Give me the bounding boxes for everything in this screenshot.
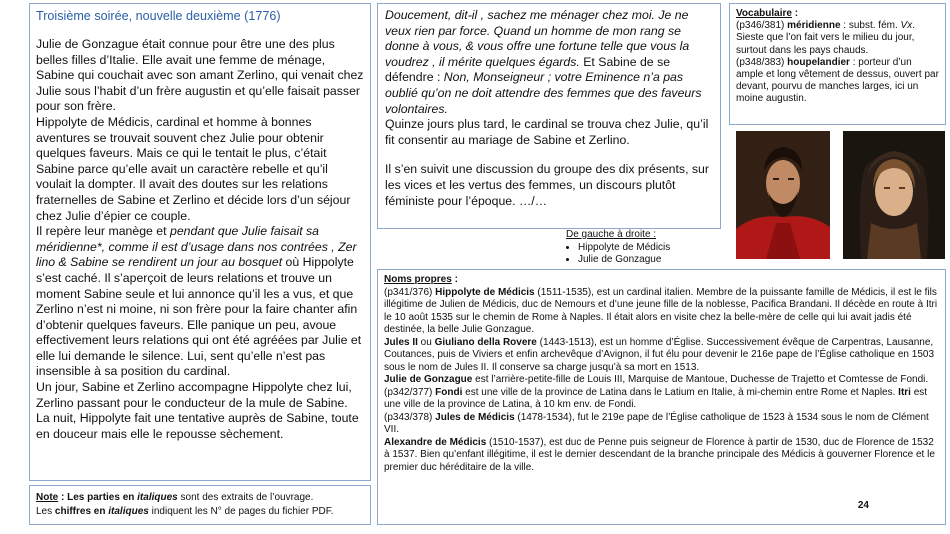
name-entry: Julie de Gonzague est l’arrière-petite-fille de Louis III, Marquise de Mantoue, Duchesse de Trajetto et Comtesse de Fondi.	[384, 374, 929, 385]
note-label: Note	[36, 492, 59, 503]
quote-panel	[377, 3, 721, 229]
page-number: 24	[857, 499, 869, 511]
caption-title: De gauche à droite :	[566, 229, 657, 240]
vocab-entry: (p346/381) méridienne : subst. fém. Vx. Sieste que l’on fait vers le milieu du jour, surtout dans les pays chauds.	[736, 20, 915, 56]
caption-item: • Hippolyte de Médicis	[578, 242, 716, 255]
quote-paragraph-1: Doucement, dit-il , sachez me ménager chez moi. Je ne veux rien par force. Quand un homme de mon rang se donne à vous, & vous offre une fortune telle que vous la voudrez , il mérite quelques égards. Et Sabine de se défendre : Non, Monseigneur ; votre Eminence n’a pas oublié qu’on ne doit attendre des femmes que des faveurs volontaires.	[385, 8, 702, 116]
note-line-1: Note : Les parties en italiques sont des extraits de l’ouvrage.	[36, 492, 314, 503]
story-paragraph-3	[36, 224, 364, 380]
story-paragraph-2: Hippolyte de Médicis, cardinal et homme à bonnes aventures se trouvait souvent chez Julie pour obtenir quelques faveurs. Mais ce qui le tentait le plus, c’était Sabine parce qu’elle avait un caractère rebelle et qu’il voulait la dompter. Il avait des doutes sur les relations fraternelles de Sabine et Zerlino et décide lors d’un séjour chez Julie d’épier ce couple.	[36, 114, 351, 223]
story-paragraph-4: Un jour, Sabine et Zerlino accompagne Hippolyte chez lui, Zerlino passant pour le conducteur de la mule de Sabine. La nuit, Hippolyte fait une tentative auprès de Sabine, toute en douceur mais elle le repousse sèchement.	[36, 380, 359, 441]
vocabulary-title: Vocabulaire	[736, 8, 792, 19]
story-paragraph-1: Julie de Gonzague était connue pour être une des plus belles filles d’Italie. Elle avait une femme de ménage, Sabine qui couchait avec son amant Zerlino, qui venait chez Julie sous l’habit d’un frère augustin et qu’elle faisait passer pour son frère.	[36, 37, 364, 114]
portrait-caption	[566, 229, 716, 267]
vocab-entry: (p348/383) houpelandier : porteur d’un ample et long vêtement de dessus, ouvert par devant, pourvu de manches larges, ici un moine augustin.	[736, 56, 939, 105]
portrait-julie	[843, 131, 945, 259]
story-p3-end: où Hippolyte s’est caché. Il s’aperçoit de leurs relations et trouve un moment Sabine seule et lui annonce qu’il les a vus, et que Zerlino n’est ni moine, ni son frère pour la faire chanter afin d’obtenir quelques faveurs. Elle panique un peu, avoue effectivement leurs relations qui ont été agréées par Julie et elle lui demande le silence. Lui, sent qu’elle n’est pas insensible à sa position du cardinal.	[36, 255, 362, 379]
story-title: Troisième soirée, nouvelle deuxième (1776)	[36, 9, 281, 23]
caption-item: • Julie de Gonzague	[578, 254, 716, 267]
quote-paragraph-2: Quinze jours plus tard, le cardinal se trouva chez Julie, qu’il fit consentir au mariage de Sabine et Zerlino.	[385, 117, 709, 147]
note-panel	[29, 485, 371, 525]
story-p3-quote: pendant que Julie faisait sa méridienne*, comme il est d’usage dans nos contrées , Zer lino & Sabine se rendirent un jour au bosquet	[36, 224, 357, 270]
name-entry: (p343/378) Jules de Médicis (1478-1534), fut le 219e pape de l’Église catholique de 1523 à 1534 sous le nom de Clément VII.	[384, 411, 929, 435]
story-panel	[29, 3, 371, 481]
name-entry: (p341/376) Hippolyte de Médicis (1511-1535), est un cardinal italien. Membre de la puissante famille de Médicis, il est le fils illégitime de Julien de Médicis, duc de Nemours et d’une jeune fille de la noblesse, Pacifica Brandani. Il décède en route à Itri le 10 août 1535 sur le chemin de Rome à Naples. Il était alors en visite chez la belle-mère de celle qui lui avait jadis été destinée, la belle Julie Gonzague.	[384, 286, 938, 335]
name-entry: Alexandre de Médicis (1510-1537), est duc de Penne puis seigneur de Florence à partir de 1530, duc de Florence de 1532 à 1537. Bien qu’enfant illégitime, il est le dernier descendant de la branche principale des Médicis à gouverner Florence et le premier duc héréditaire de la ville.	[384, 436, 935, 473]
portrait-hippolyte	[736, 131, 830, 259]
name-entry: Jules II ou Giuliano della Rovere (1443-1513), est un homme d’Église. Successivement évêque de Carpentras, Lausanne, Coutances, puis de Viviers et enfin archevêque d’Avignon, il fut élu pour devenir le 216e pape de l’Église catholique en 1503 sous le nom de Jules II. Il conserve sa charge jusqu’à sa mort en 1513.	[384, 336, 935, 373]
story-p3-start: Il repère leur manège et	[36, 224, 170, 239]
proper-names-panel: Noms propres : (p341/376) Hippolyte de Médicis (1511-1535), est un cardinal italien. Membre de la puissante famille de Médicis, il est le fils illégitime de Julien de Médicis, duc de Nemours et d’une jeune fille de la noblesse, Pacifica Brandani. Il décède en route à Itri le 10 août 1535 sur le chemin de Rome à Naples. Il était alors en visite chez la belle-mère de celle qui lui avait jadis été destinée, la belle Julie Gonzague. Jules II ou Giuliano della Rovere (1443-1513), est un homme d’Église. Successivement évêque de Carpentras, Lausanne, Coutances, puis de Viviers et enfin archevêque d’Avignon, il fut élu pour devenir le 216e pape de l’Église catholique en 1503 sous le nom de Jules II. Il conserve sa charge jusqu’à sa mort en 1513. Julie de Gonzague est l’arrière-petite-fille de Louis III, Marquise de Mantoue, Duchesse de Trajetto et Comtesse de Fondi. (p342/377) Fondi est une ville de la province de Latina dans le Latium en Italie, à mi-chemin entre Rome et Naples. Itri est une ville de la province de Latina, à 10 km env. de Fondi. (p343/378) Jules de Médicis (1478-1534), fut le 219e pape de l’Église catholique de 1523 à 1534 sous le nom de Clément VII. Alexandre de Médicis (1510-1537), est duc de Penne puis seigneur de Florence à partir de 1530, duc de Florence de 1532 à 1537. Bien qu’enfant illégitime, il est le dernier descendant de la branche principale des Médicis à gouverner Florence et le premier duc héréditaire de la ville. 24	[377, 269, 946, 525]
quote-paragraph-3: Il s’en suivit une discussion du groupe des dix présents, sur les vices et les vertus des femmes, un discours plutôt féministe pour l’époque. …/…	[385, 162, 709, 208]
note-line-2: Les chiffres en italiques indiquent les N° de pages du fichier PDF.	[36, 506, 334, 517]
vocabulary-panel: Vocabulaire : (p346/381) méridienne : subst. fém. Vx. Sieste que l’on fait vers le milieu du jour, surtout dans les pays chauds. (p348/383) houpelandier : porteur d’un ample et long vêtement de dessus, ouvert par devant, pourvu de manches larges, ici un moine augustin.	[729, 3, 946, 125]
name-entry: (p342/377) Fondi est une ville de la province de Latina dans le Latium en Italie, à mi-chemin entre Rome et Naples. Itri est une ville de la province de Latina, à 10 km env. de Fondi.	[384, 386, 928, 410]
names-title: Noms propres	[384, 274, 452, 285]
